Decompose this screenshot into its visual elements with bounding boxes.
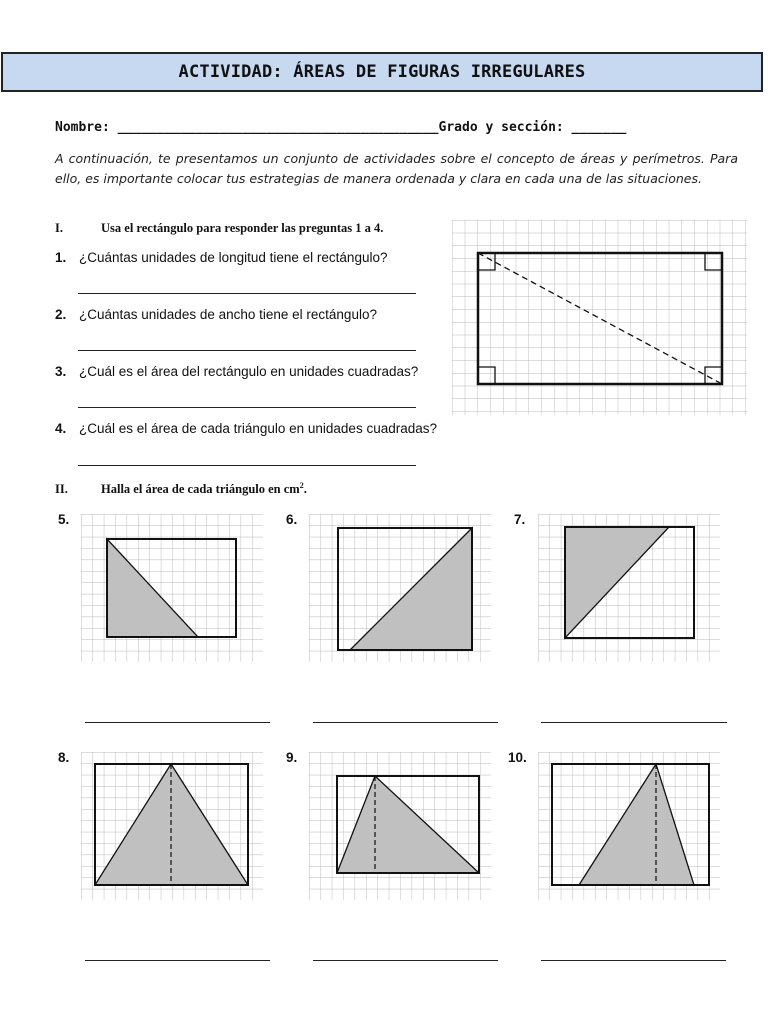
main-rectangle-figure [452, 220, 747, 415]
answer-line-7[interactable] [541, 722, 727, 723]
section-1-text: Usa el rectángulo para responder las preguntas 1 a 4. [101, 221, 384, 235]
answer-line-2[interactable] [78, 350, 416, 351]
figure-10-grid [538, 752, 720, 900]
answer-line-10[interactable] [541, 960, 726, 961]
figure-8-label: 8. [58, 750, 70, 765]
section-2-text: Halla el área de cada triángulo en cm [101, 482, 300, 497]
section-2-heading [55, 481, 307, 497]
section-1-heading [55, 221, 383, 236]
question-1 [55, 250, 387, 265]
intro-paragraph: A continuación, te presentamos un conjunto de actividades sobre el concepto de áreas y perímetros. Para ello, es importante colocar tus estrategias de manera ordenada y clara en cada una de las situaciones. [55, 151, 738, 186]
question-2-text: ¿Cuántas unidades de ancho tiene el rectángulo? [79, 307, 377, 322]
figure-5-grid [81, 514, 263, 662]
figure-10-label: 10. [508, 750, 527, 765]
section-2-end: . [303, 482, 307, 497]
answer-line-6[interactable] [313, 722, 498, 723]
answer-line-3[interactable] [78, 407, 416, 408]
question-1-number: 1. [55, 250, 67, 265]
figure-6-grid [309, 514, 491, 662]
answer-line-5[interactable] [85, 722, 270, 723]
answer-line-9[interactable] [313, 960, 498, 961]
question-3 [55, 364, 418, 379]
figure-8-grid [81, 752, 263, 900]
section-2-numeral: II. [55, 482, 68, 497]
question-4 [55, 421, 437, 436]
question-2-number: 2. [55, 307, 67, 322]
question-3-number: 3. [55, 364, 67, 379]
section-2-sup: 2 [299, 481, 304, 490]
title-banner [1, 52, 763, 92]
page-title: ACTIVIDAD: ÁREAS DE FIGURAS IRREGULARES [178, 62, 586, 82]
figure-7-label: 7. [514, 512, 526, 527]
figure-7-grid [538, 514, 720, 662]
figure-9-grid [309, 752, 491, 900]
answer-line-4[interactable] [78, 465, 416, 466]
figure-6-label: 6. [286, 512, 298, 527]
question-1-text: ¿Cuántas unidades de longitud tiene el rectángulo? [79, 250, 388, 265]
answer-line-8[interactable] [85, 960, 270, 961]
answer-line-1[interactable] [78, 293, 416, 294]
name-grade-line[interactable]: Nombre: _________________________________________Grado y sección: _______ [55, 120, 627, 135]
section-1-numeral: I. [55, 221, 63, 235]
figure-9-label: 9. [286, 750, 298, 765]
question-4-text: ¿Cuál es el área de cada triángulo en unidades cuadradas? [79, 421, 437, 436]
figure-5-label: 5. [58, 512, 70, 527]
question-2 [55, 307, 377, 322]
question-3-text: ¿Cuál es el área del rectángulo en unidades cuadradas? [79, 364, 419, 379]
question-4-number: 4. [55, 421, 67, 436]
